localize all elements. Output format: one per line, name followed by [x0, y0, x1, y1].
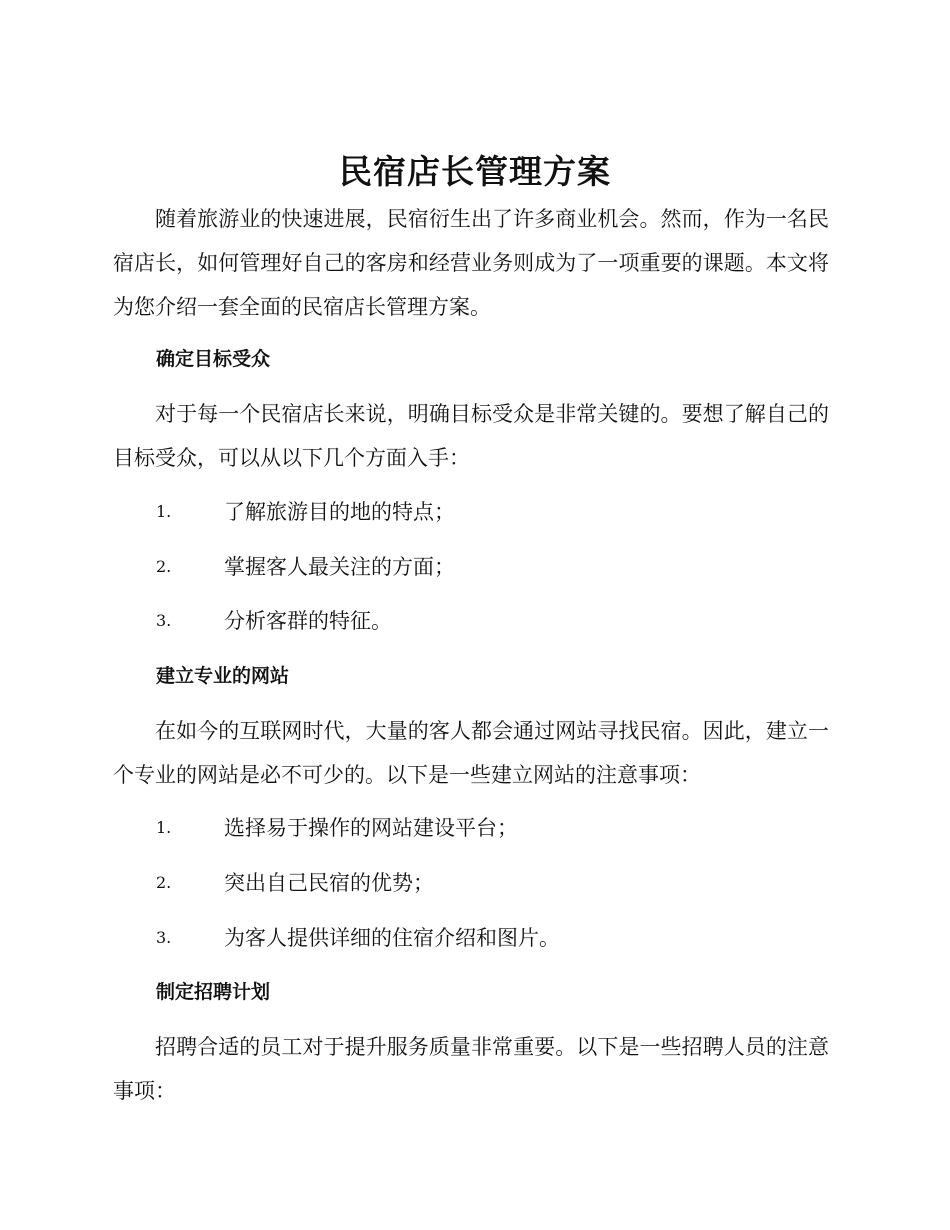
section-heading-recruitment: 制定招聘计划	[156, 981, 271, 1003]
list-item-number: 2.	[156, 557, 172, 576]
section-body-website: 在如今的互联网时代，大量的客人都会通过网站寻找民宿。因此，建立一个专业的网站是必不可少的。以下是一些建立网站的注意事项：	[113, 719, 829, 787]
section-heading-website: 建立专业的网站	[156, 665, 290, 687]
document-title: 民宿店长管理方案	[339, 152, 611, 191]
list-item: 突出自己民宿的优势；	[224, 871, 434, 895]
list-item: 掌握客人最关注的方面；	[224, 555, 455, 579]
list-item-number: 3.	[156, 928, 172, 947]
list-item-number: 2.	[156, 873, 172, 892]
list-item-number: 1.	[156, 502, 172, 521]
section-heading-target-audience: 确定目标受众	[156, 348, 271, 370]
list-item: 了解旅游目的地的特点；	[224, 500, 455, 524]
section-body-target-audience: 对于每一个民宿店长来说，明确目标受众是非常关键的。要想了解自己的目标受众，可以从以下几个方面入手：	[113, 402, 829, 470]
list-item-number: 1.	[156, 818, 172, 837]
intro-paragraph: 随着旅游业的快速进展，民宿衍生出了许多商业机会。然而，作为一名民宿店长，如何管理好自己的客房和经营业务则成为了一项重要的课题。本文将为您介绍一套全面的民宿店长管理方案。	[113, 207, 829, 319]
list-item: 分析客群的特征。	[224, 609, 392, 633]
list-item-number: 3.	[156, 611, 172, 630]
list-item: 为客人提供详细的住宿介绍和图片。	[224, 926, 560, 950]
section-body-recruitment: 招聘合适的员工对于提升服务质量非常重要。以下是一些招聘人员的注意事项：	[113, 1035, 829, 1103]
list-item: 选择易于操作的网站建设平台；	[224, 816, 518, 840]
